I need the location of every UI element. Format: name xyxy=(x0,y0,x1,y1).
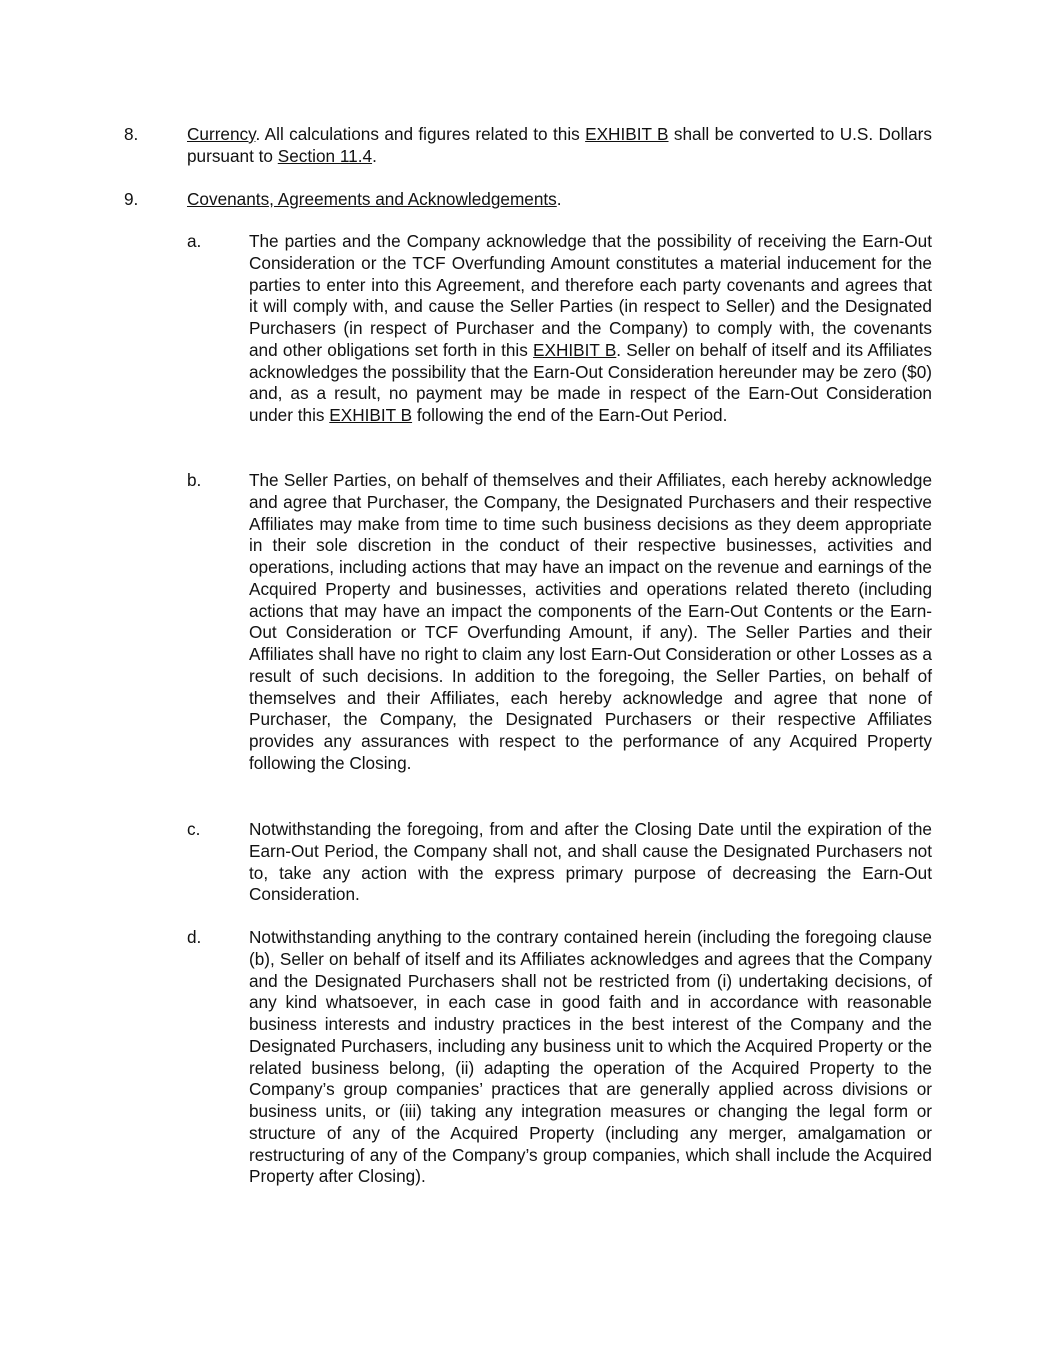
clause-text: Notwithstanding anything to the contrary contained herein (including the foregoing clause (b), Seller on behalf of itself and its Affiliates acknowledges and agrees that the Company and the Designated Purchasers shall not be restricted from (i) undertaking decisions, of any kind whatsoever, in each case in good faith and in accordance with reasonable business interests and industry practices in the best interest of the Company and the Designated Purchasers, including any business unit to which the Acquired Property or the related business belong, (ii) adapting the operation of the Acquired Property to the Company’s group companies’ practices that are generally applied across divisions or business units, or (iii) taking any integration measures or changing the legal form or structure of any of the Acquired Property (including any merger, amalgamation or restructuring of any of the Company’s group companies, which shall include the Acquired Property after Closing). xyxy=(249,927,932,1187)
section-number: 9. xyxy=(124,189,139,209)
clause-body xyxy=(249,470,932,775)
section-body xyxy=(187,189,932,211)
section-heading: Currency xyxy=(187,124,256,144)
section-8 xyxy=(124,124,932,167)
clause-letter: a. xyxy=(187,231,202,251)
clause-text: . Seller on behalf of itself and its Affiliates acknowledges the possibility that the Earn-Out Consideration hereunder may be zero ($0) and, as a result, no payment may be made in respect of the Earn-Out Consideration under this xyxy=(249,339,932,425)
clause-letter: d. xyxy=(187,927,202,947)
section-text: shall be converted to U.S. Dollars pursuant to xyxy=(187,124,932,166)
section-text: . xyxy=(372,145,377,166)
clause-body xyxy=(249,819,932,906)
section-heading: Covenants, Agreements and Acknowledgements xyxy=(187,189,557,209)
clause-letter: b. xyxy=(187,470,202,490)
section-reference: Section 11.4 xyxy=(277,145,373,166)
clause-d xyxy=(187,927,932,1188)
clause-c xyxy=(187,819,932,906)
section-9 xyxy=(124,189,932,211)
exhibit-reference: EXHIBIT B xyxy=(585,124,669,144)
clause-body xyxy=(249,231,932,427)
section-number: 8. xyxy=(124,124,139,144)
clause-letter: c. xyxy=(187,819,201,839)
exhibit-reference: EXHIBIT B xyxy=(533,339,617,360)
clause-body xyxy=(249,927,932,1188)
section-text: . xyxy=(556,189,562,209)
section-text: . All calculations and figures related to this xyxy=(255,124,586,144)
exhibit-reference: EXHIBIT B xyxy=(329,405,413,425)
clause-text: Notwithstanding the foregoing, from and after the Closing Date until the expiration of the Earn-Out Period, the Company shall not, and shall cause the Designated Purchasers not to, take any action with the express primary purpose of decreasing the Earn-Out Consideration. xyxy=(249,819,932,905)
clause-text: The Seller Parties, on behalf of themselves and their Affiliates, each hereby acknowledge and agree that Purchaser, the Company, the Designated Purchasers and their respective Affiliates may make from time to time such business decisions as they deem appropriate in their sole discretion in the conduct of their respective businesses, activities and operations, including actions that may have an impact on the revenue and earnings of the Acquired Property and businesses, activities and operations related thereto (including actions that may have an impact the components of the Earn-Out Contents or the Earn-Out Consideration or TCF Overfunding Amount, if any). The Seller Parties and their Affiliates shall have no right to claim any lost Earn-Out Consideration or other Losses as a result of such decisions. In addition to the foregoing, the Seller Parties, on behalf of themselves and their Affiliates, each hereby acknowledge and agree that none of Purchaser, the Company, the Designated Purchasers or their respective Affiliates provides any assurances with respect to the performance of any Acquired Property following the Closing. xyxy=(249,470,932,773)
clause-a xyxy=(187,231,932,427)
clause-b xyxy=(187,470,932,775)
clause-text: following the end of the Earn-Out Period. xyxy=(412,405,728,425)
clause-text: The parties and the Company acknowledge that the possibility of receiving the Earn-Out Consideration or the TCF Overfunding Amount constitutes a material inducement for the parties to enter into this Agreement, and therefore each party covenants and agrees that it will comply with, and cause the Seller Parties (in respect to Seller) and the Designated Purchasers (in respect of Purchaser and the Company) to comply with, the covenants and other obligations set forth in this xyxy=(249,231,932,360)
section-body xyxy=(187,124,932,167)
